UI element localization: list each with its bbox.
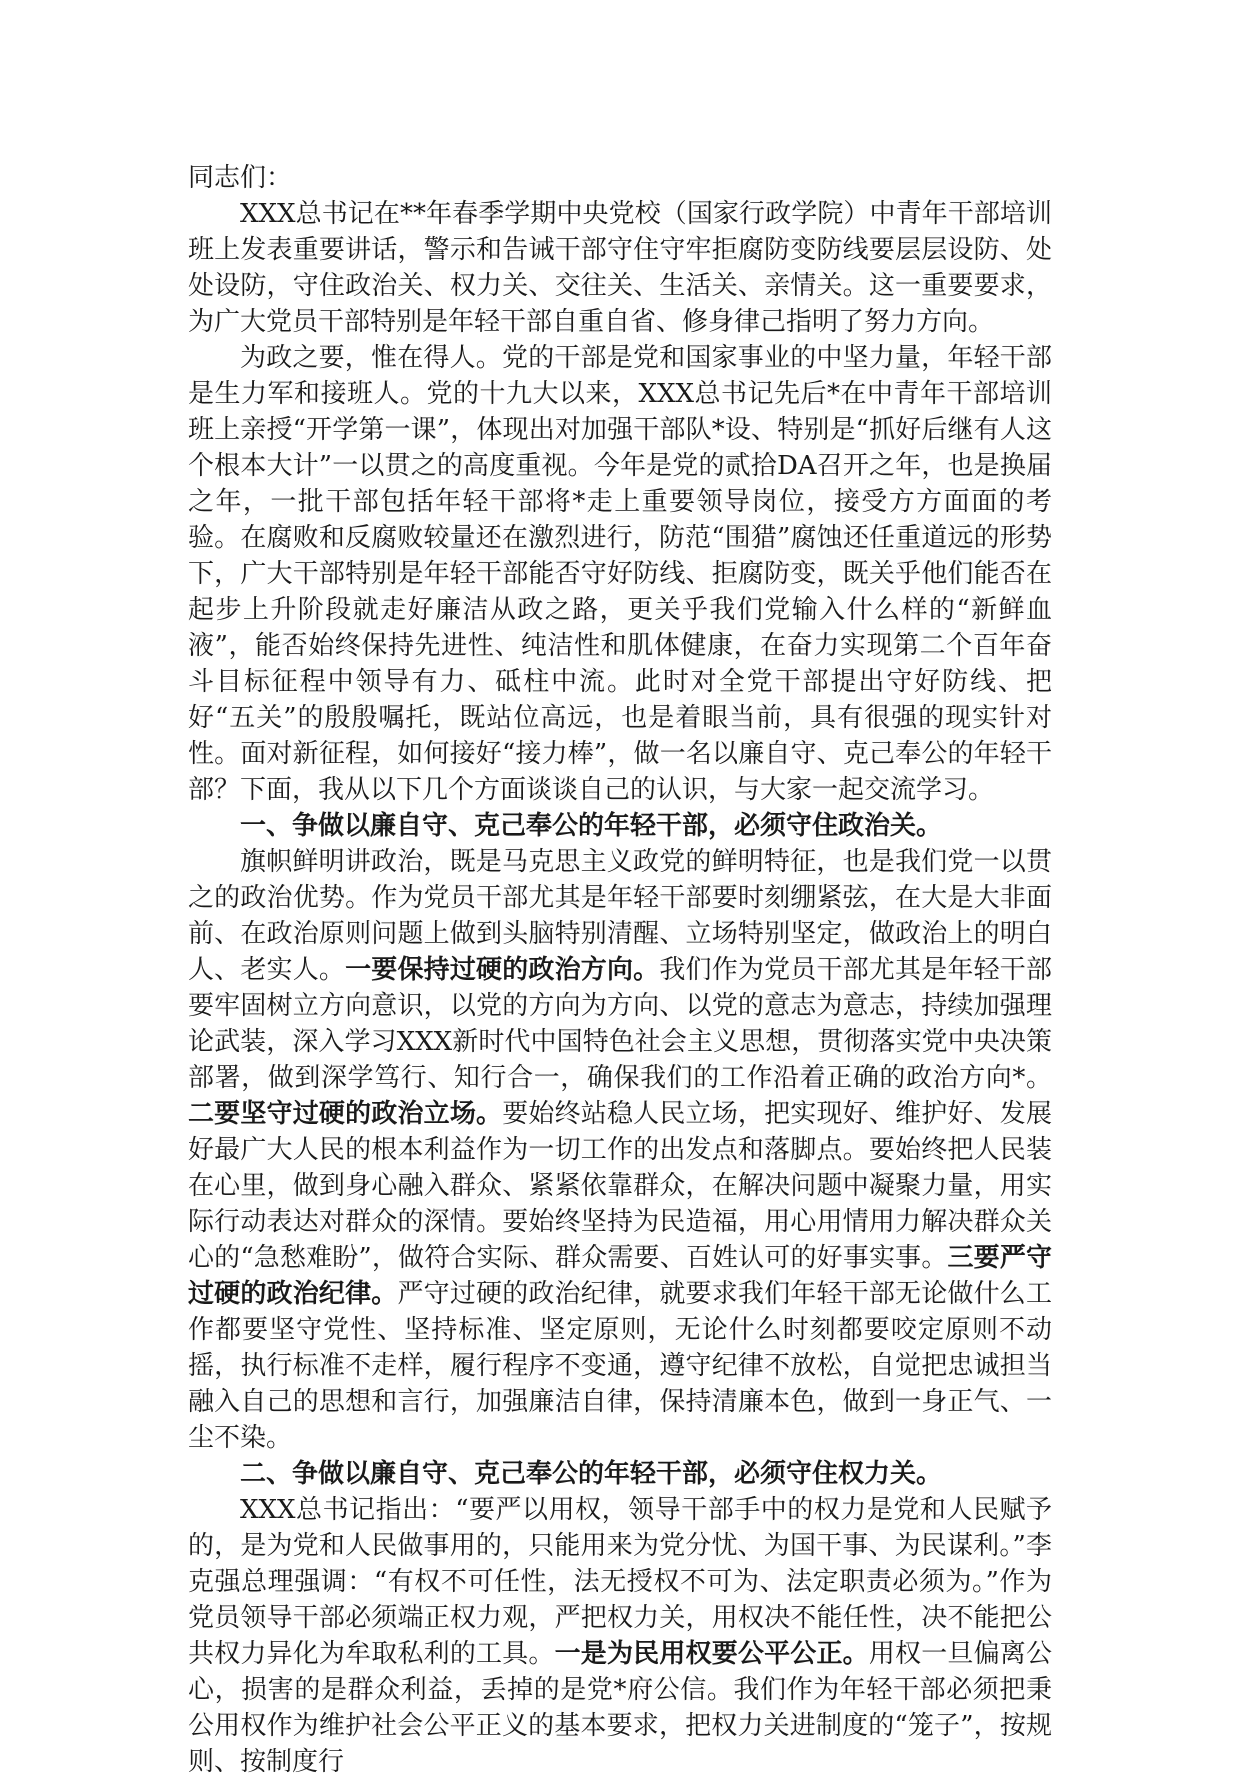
section-heading-1: 一、争做以廉自守、克己奉公的年轻干部，必须守住政治关。 [240, 811, 943, 841]
salutation: 同志们： [188, 163, 293, 193]
emphasis-point-1: 一要保持过硬的政治方向。 [345, 955, 660, 985]
text-segment: 旗帜鲜明讲政治，既是马克思主义政党的鲜明特征，也是我们党一以贯之的政治优势。作为党员干部尤其是年轻干部要时刻绷紧弦，在大是大非面前、在政治原则问题上做到头脑特别清醒、立场特别坚定，做政治上的明白人、老实人。 [188, 847, 1052, 985]
emphasis-point-3: 三要严守过硬的政治纪律。 [188, 1243, 1052, 1309]
section-heading-2: 二、争做以廉自守、克己奉公的年轻干部，必须守住权力关。 [240, 1459, 943, 1489]
text-segment: 要始终站稳人民立场，把实现好、维护好、发展好最广大人民的根本利益作为一切工作的出发点和落脚点。要始终把人民装在心里，做到身心融入群众、紧紧依靠群众，在解决问题中凝聚力量，用实际行动表达对群众的深情。要始终坚持为民造福，用心用情用力解决群众关心的“急愁难盼”，做符合实际、群众需要、百姓认可的好事实事。 [188, 1099, 1052, 1273]
text-segment: 用权一旦偏离公心，损害的是群众利益，丢掉的是党*府公信。我们作为年轻干部必须把秉公用权作为维护社会公平正义的基本要求，把权力关进制度的“笼子”，按规则、按制度行 [188, 1639, 1052, 1777]
paragraph-intro: XXX总书记在**年春季学期中央党校（国家行政学院）中青年干部培训班上发表重要讲话，警示和告诫干部守住守牢拒腐防变防线要层层设防、处处设防，守住政治关、权力关、交往关、生活关、亲情关。这一重要要求，为广大党员干部特别是年轻干部自重自省、修身律己指明了努力方向。 [188, 199, 1052, 337]
document-page [188, 160, 1052, 1780]
text-segment: 我们作为党员干部尤其是年轻干部要牢固树立方向意识，以党的方向为方向、以党的意志为意志，持续加强理论武装，深入学习XXX新时代中国特色社会主义思想，贯彻落实党中央决策部署，做到深学笃行、知行合一，确保我们的工作沿着正确的政治方向*。 [188, 955, 1052, 1093]
paragraph-power [188, 1492, 1052, 1780]
paragraph-background: 为政之要，惟在得人。党的干部是党和国家事业的中坚力量，年轻干部是生力军和接班人。党的十九大以来，XXX总书记先后*在中青年干部培训班上亲授“开学第一课”，体现出对加强干部队*设、特别是“抓好后继有人这个根本大计”一以贯之的高度重视。今年是党的贰拾DA召开之年，也是换届之年，一批干部包括年轻干部将*走上重要领导岗位，接受方方面面的考验。在腐败和反腐败较量还在激烈进行，防范“围猎”腐蚀还任重道远的形势下，广大干部特别是年轻干部能否守好防线、拒腐防变，既关乎他们能否在起步上升阶段就走好廉洁从政之路，更关乎我们党输入什么样的“新鲜血液”，能否始终保持先进性、纯洁性和肌体健康，在奋力实现第二个百年奋斗目标征程中领导有力、砥柱中流。此时对全党干部提出守好防线、把好“五关”的殷殷嘱托，既站位高远，也是着眼当前，具有很强的现实针对性。面对新征程，如何接好“接力棒”，做一名以廉自守、克己奉公的年轻干部？下面，我从以下几个方面谈谈自己的认识，与大家一起交流学习。 [188, 343, 1052, 805]
text-segment: 严守过硬的政治纪律，就要求我们年轻干部无论做什么工作都要坚守党性、坚持标准、坚定原则，无论什么时刻都要咬定原则不动摇，执行标准不走样，履行程序不变通，遵守纪律不放松，自觉把忠诚担当融入自己的思想和言行，加强廉洁自律，保持清廉本色，做到一身正气、一尘不染。 [188, 1279, 1052, 1453]
paragraph-political [188, 844, 1052, 1456]
text-segment: XXX总书记指出：“要严以用权，领导干部手中的权力是党和人民赋予的，是为党和人民做事用的，只能用来为党分忧、为国干事、为民谋利。”李克强总理强调：“有权不可任性，法无授权不可为、法定职责必须为。”作为党员领导干部必须端正权力观，严把权力关，用权决不能任性，决不能把公共权力异化为牟取私利的工具。 [188, 1495, 1052, 1669]
emphasis-point-4: 一是为民用权要公平公正。 [554, 1639, 869, 1669]
emphasis-point-2: 二要坚守过硬的政治立场。 [188, 1099, 503, 1129]
